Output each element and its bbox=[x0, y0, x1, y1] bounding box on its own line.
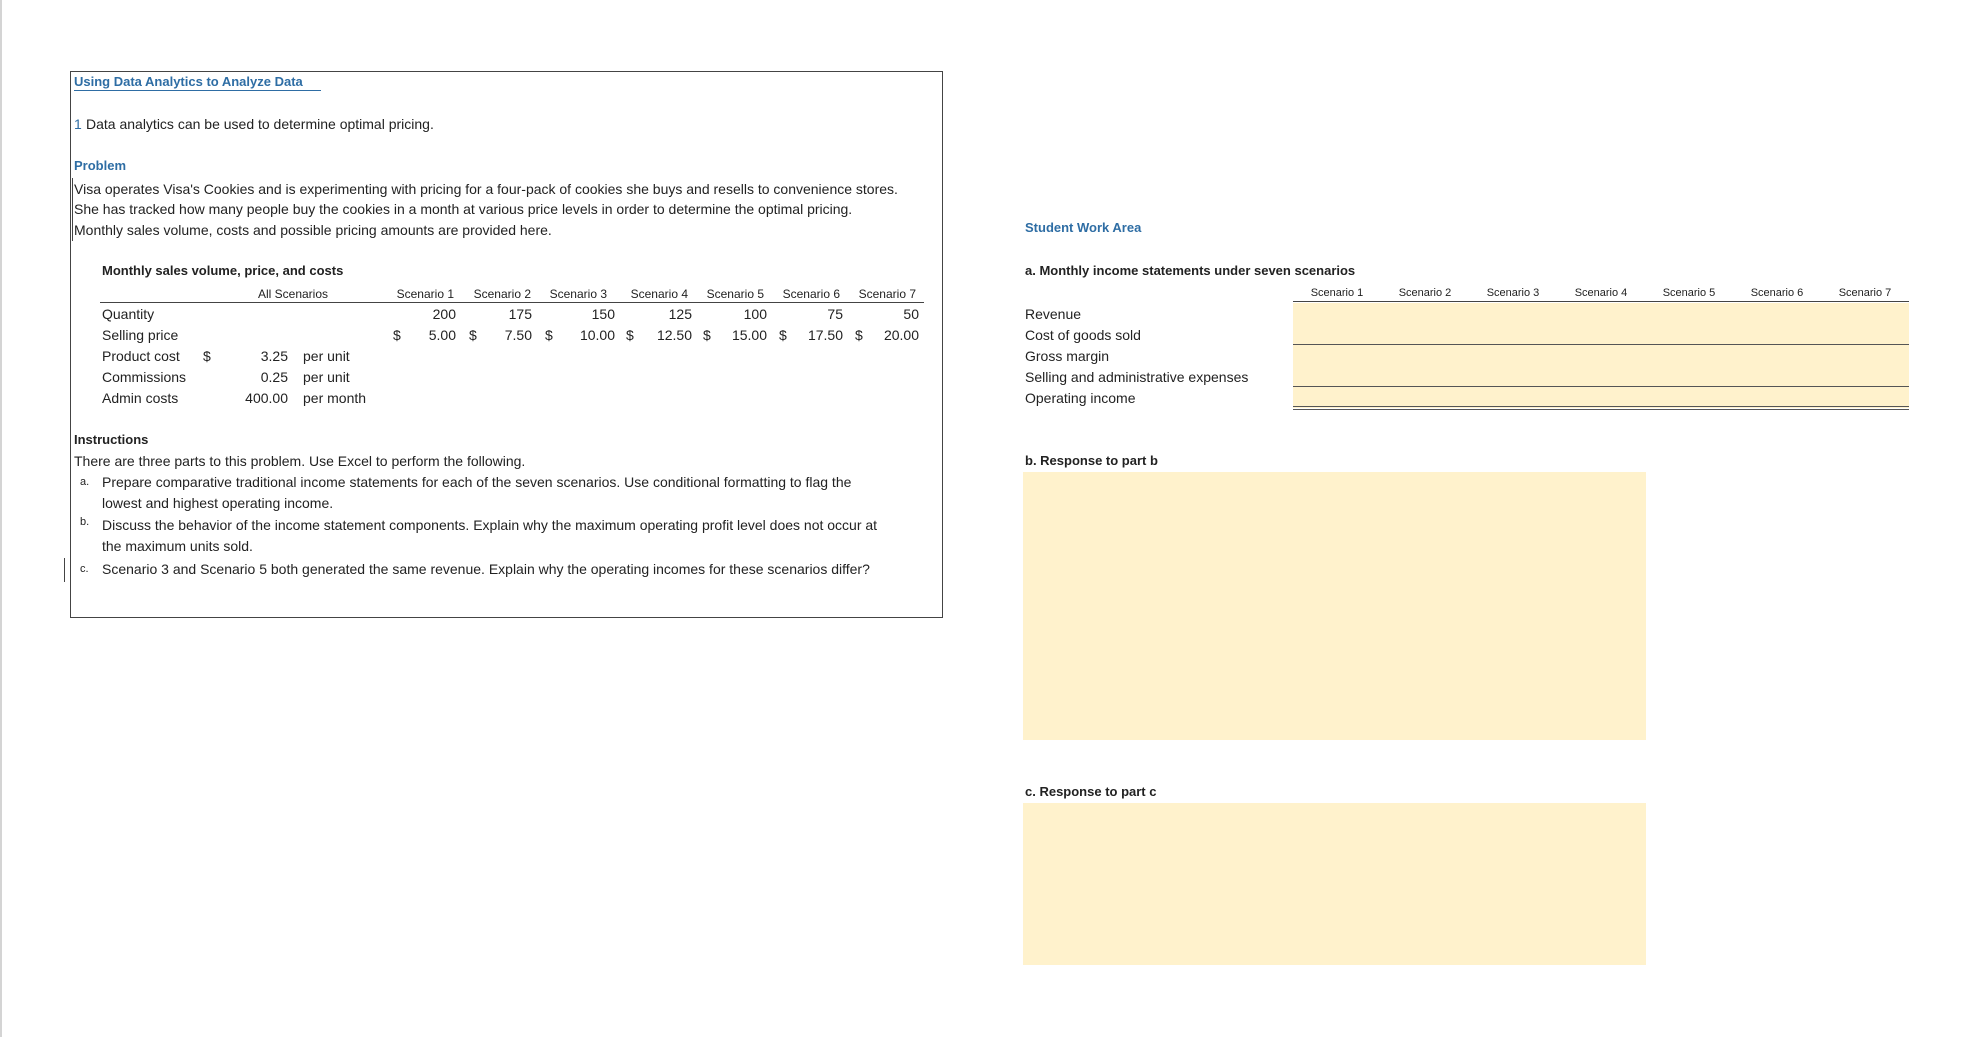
part-a-scenario-header-7: Scenario 7 bbox=[1838, 287, 1892, 299]
data-scenario-header-6: Scenario 6 bbox=[782, 287, 840, 301]
data-scenario-header-2: Scenario 2 bbox=[473, 287, 531, 301]
data-scenario-header-4: Scenario 4 bbox=[630, 287, 688, 301]
row-label-product-cost: Product cost bbox=[102, 348, 180, 364]
instruction-b-line-1: Discuss the behavior of the income statement components. Explain why the maximum operating profit level does not occur at bbox=[102, 517, 878, 533]
income-statement-input-area[interactable] bbox=[1293, 303, 1909, 408]
income-row-cost-of-goods-sold: Cost of goods sold bbox=[1025, 327, 1141, 343]
part-b-title: b. Response to part b bbox=[1025, 453, 1158, 468]
quantity-value-2: 175 bbox=[508, 306, 532, 322]
price-currency-2: $ bbox=[469, 327, 477, 343]
price-value-7: 20.00 bbox=[883, 327, 919, 343]
part-a-title: a. Monthly income statements under seven scenarios bbox=[1025, 263, 1356, 278]
part-a-scenario-header-1: Scenario 1 bbox=[1310, 287, 1364, 299]
instructions-intro: There are three parts to this problem. Use Excel to perform the following. bbox=[74, 453, 526, 469]
part-a-scenario-header-6: Scenario 6 bbox=[1750, 287, 1804, 299]
product-cost-value: 3.25 bbox=[260, 348, 288, 364]
price-value-2: 7.50 bbox=[504, 327, 532, 343]
data-header-rule bbox=[100, 302, 924, 303]
operating-income-double-rule-2 bbox=[1293, 409, 1909, 410]
instruction-letter-b: b. bbox=[80, 516, 90, 528]
all-scenarios-header: All Scenarios bbox=[257, 287, 329, 301]
data-scenario-header-5: Scenario 5 bbox=[706, 287, 764, 301]
instruction-b-line-2: the maximum units sold. bbox=[102, 538, 253, 554]
price-value-3: 10.00 bbox=[579, 327, 615, 343]
problem-line-1: Visa operates Visa's Cookies and is experimenting with pricing for a four-pack of cookies she buys and resells to convenience stores. bbox=[74, 181, 898, 197]
product-cost-unit: per unit bbox=[303, 348, 350, 364]
data-scenario-header-3: Scenario 3 bbox=[549, 287, 607, 301]
problem-line-3: Monthly sales volume, costs and possible pricing amounts are provided here. bbox=[74, 222, 552, 238]
row-label-commissions: Commissions bbox=[102, 369, 187, 385]
problem-box bbox=[70, 71, 943, 618]
commissions-value: 0.25 bbox=[260, 369, 288, 385]
price-currency-3: $ bbox=[545, 327, 553, 343]
part-c-title: c. Response to part c bbox=[1025, 784, 1157, 799]
instructions-heading: Instructions bbox=[74, 432, 149, 447]
part-b-response-box[interactable] bbox=[1023, 472, 1646, 740]
item-number: 1 bbox=[74, 116, 82, 132]
price-currency-7: $ bbox=[855, 327, 863, 343]
price-value-4: 12.50 bbox=[656, 327, 692, 343]
part-c-response-box[interactable] bbox=[1023, 803, 1646, 965]
price-value-1: 5.00 bbox=[428, 327, 456, 343]
data-scenario-header-7: Scenario 7 bbox=[858, 287, 916, 301]
row-label-admin-costs: Admin costs bbox=[102, 390, 179, 406]
quantity-value-7: 50 bbox=[903, 306, 919, 322]
quantity-value-5: 100 bbox=[743, 306, 767, 322]
instruction-c-rule bbox=[64, 558, 65, 582]
income-row-operating-income: Operating income bbox=[1025, 390, 1136, 406]
sga-subtotal-rule bbox=[1293, 386, 1909, 387]
income-row-revenue: Revenue bbox=[1025, 306, 1082, 322]
price-value-6: 17.50 bbox=[807, 327, 843, 343]
quantity-value-1: 200 bbox=[432, 306, 456, 322]
data-scenario-header-1: Scenario 1 bbox=[396, 287, 454, 301]
data-table-title: Monthly sales volume, price, and costs bbox=[102, 263, 344, 278]
commissions-unit: per unit bbox=[303, 369, 350, 385]
problem-left-rule bbox=[72, 178, 73, 241]
admin-costs-unit: per month bbox=[303, 390, 367, 406]
instruction-a-line-2: lowest and highest operating income. bbox=[102, 495, 334, 511]
instruction-letter-c: c. bbox=[80, 563, 89, 575]
work-area-title: Student Work Area bbox=[1025, 220, 1142, 235]
operating-income-double-rule-1 bbox=[1293, 406, 1909, 407]
instruction-a-line-1: Prepare comparative traditional income statements for each of the seven scenarios. Use conditional formatting to flag the bbox=[102, 474, 852, 490]
row-label-selling-price: Selling price bbox=[102, 327, 179, 343]
product-cost-currency: $ bbox=[203, 348, 211, 364]
price-currency-6: $ bbox=[779, 327, 787, 343]
admin-costs-value: 400.00 bbox=[245, 390, 288, 406]
quantity-value-4: 125 bbox=[668, 306, 692, 322]
instruction-c-line-1: Scenario 3 and Scenario 5 both generated the same revenue. Explain why the operating incomes for these scenarios differ? bbox=[102, 561, 870, 577]
instruction-letter-a: a. bbox=[80, 476, 90, 488]
title-underline bbox=[74, 90, 321, 91]
quantity-value-6: 75 bbox=[827, 306, 843, 322]
part-a-scenario-header-2: Scenario 2 bbox=[1398, 287, 1452, 299]
sheet-left-edge bbox=[0, 0, 2, 1037]
problem-heading: Problem bbox=[74, 158, 127, 173]
income-row-selling-admin: Selling and administrative expenses bbox=[1025, 369, 1249, 385]
cogs-subtotal-rule bbox=[1293, 344, 1909, 345]
price-value-5: 15.00 bbox=[731, 327, 767, 343]
price-currency-4: $ bbox=[626, 327, 634, 343]
part-a-scenario-header-3: Scenario 3 bbox=[1486, 287, 1540, 299]
price-currency-1: $ bbox=[393, 327, 401, 343]
quantity-value-3: 150 bbox=[591, 306, 615, 322]
item-text: Data analytics can be used to determine optimal pricing. bbox=[86, 116, 434, 132]
part-a-header-rule bbox=[1293, 301, 1909, 302]
income-row-gross-margin: Gross margin bbox=[1025, 348, 1110, 364]
problem-line-2: She has tracked how many people buy the cookies in a month at various price levels in order to determine the optimal pricing. bbox=[74, 201, 853, 217]
part-a-scenario-header-5: Scenario 5 bbox=[1662, 287, 1716, 299]
instruction-b-rule bbox=[70, 514, 71, 533]
row-label-quantity: Quantity bbox=[102, 306, 155, 322]
part-a-scenario-header-4: Scenario 4 bbox=[1574, 287, 1628, 299]
price-currency-5: $ bbox=[703, 327, 711, 343]
page-title: Using Data Analytics to Analyze Data bbox=[74, 74, 303, 89]
